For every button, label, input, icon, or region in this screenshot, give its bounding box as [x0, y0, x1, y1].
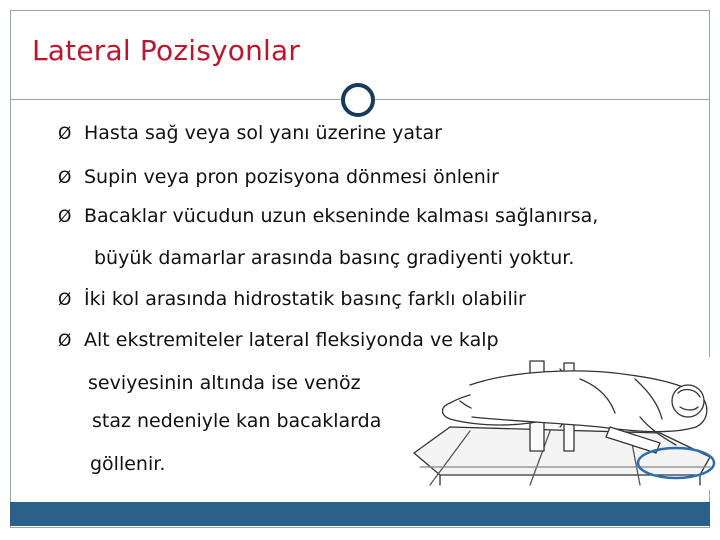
- lateral-position-illustration: [410, 357, 720, 490]
- bullet-continuation-text: seviyesinin altında ise venöz: [88, 372, 361, 394]
- arrow-bullet-icon: Ø: [58, 290, 72, 310]
- bullet-continuation-text: büyük damarlar arasında basınç gradiyenti yoktur.: [94, 247, 575, 269]
- arrow-bullet-icon: Ø: [58, 168, 72, 188]
- slide-title: Lateral Pozisyonlar: [32, 34, 301, 67]
- arrow-bullet-icon: Ø: [58, 331, 72, 351]
- bullet-continuation-text: göllenir.: [90, 453, 166, 475]
- bullet-text: İki kol arasında hidrostatik basınç farklı olabilir: [84, 288, 526, 310]
- bullet-continuation-text: staz nedeniyle kan bacaklarda: [92, 410, 382, 432]
- bullet-text: Supin veya pron pozisyona dönmesi önlenir: [84, 166, 499, 188]
- decorative-ring-icon: [341, 83, 375, 117]
- arrow-bullet-icon: Ø: [58, 124, 72, 144]
- footer-bar: [10, 502, 710, 526]
- bullet-text: Hasta sağ veya sol yanı üzerine yatar: [84, 122, 442, 144]
- arrow-bullet-icon: Ø: [58, 207, 72, 227]
- bullet-text: Alt ekstremiteler lateral fleksiyonda ve kalp: [84, 329, 499, 351]
- bullet-text: Bacaklar vücudun uzun ekseninde kalması sağlanırsa,: [84, 205, 599, 227]
